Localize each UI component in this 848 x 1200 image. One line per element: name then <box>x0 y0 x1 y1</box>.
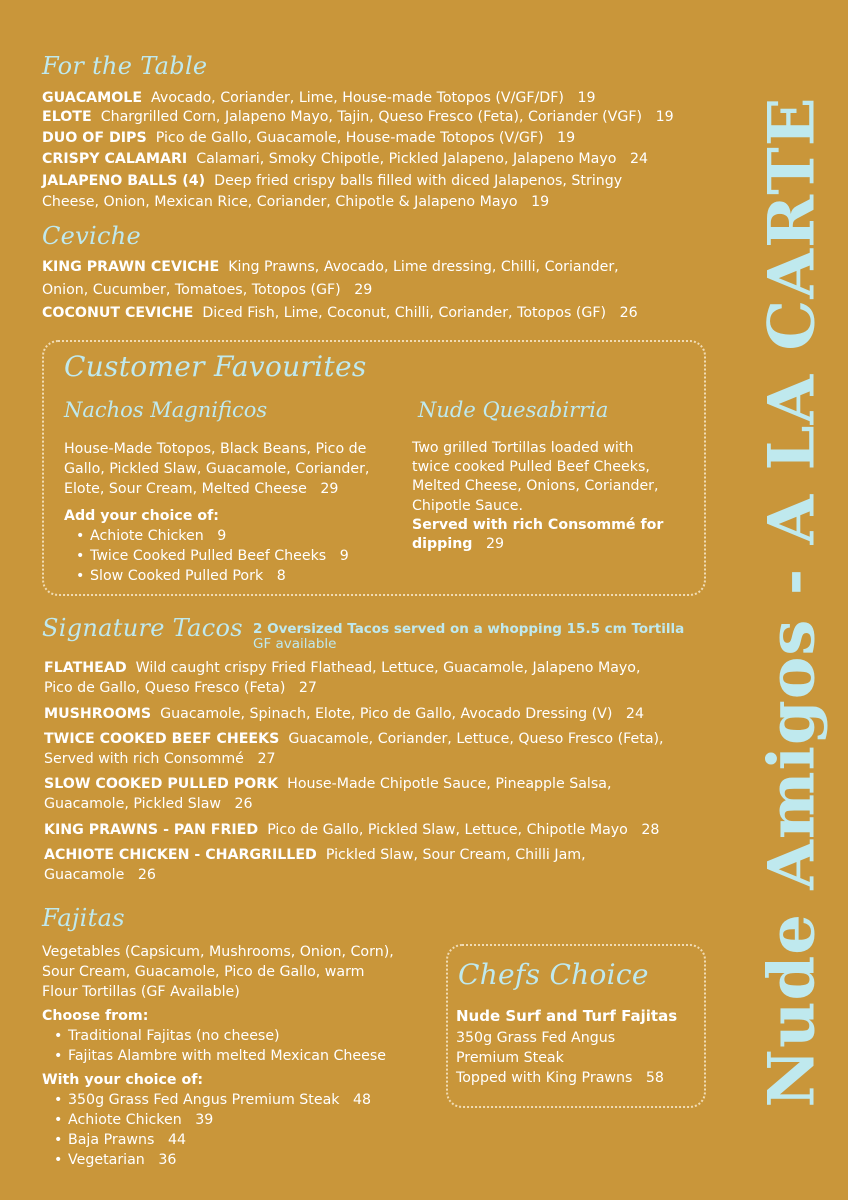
list-item: • Achiote Chicken 9 <box>64 526 369 546</box>
signature-tacos-heading: Signature Tacos <box>42 614 243 642</box>
fajitas-description: Vegetables (Capsicum, Mushrooms, Onion, Corn), Sour Cream, Guacamole, Pico de Gallo, warm Flour Tortillas (GF Available) Choose from: • Traditional Fajitas (no cheese) • Fajitas Alambre with melted Mexican Cheese With your choice of: • 350g Grass Fed Angus Premium Steak 48 • Achiote Chicken 39 • Baja Prawns 44 • Vegetarian 36 <box>42 942 394 1170</box>
fajitas-choose-list <box>42 1026 394 1066</box>
nachos-options <box>64 526 369 586</box>
side-title-text: Nude Amigos - A LA CARTE <box>754 96 830 1108</box>
tacos-subtitle: 2 Oversized Tacos served on a whopping 15.5 cm Tortilla <box>253 621 685 637</box>
menu-item-cont: Guacamole, Pickled Slaw 26 <box>44 796 253 812</box>
list-item: • Achiote Chicken 39 <box>42 1110 394 1130</box>
menu-item: DUO OF DIPS Pico de Gallo, Guacamole, House-made Totopos (V/GF) 19 <box>42 130 576 146</box>
nachos-title: Nachos Magnificos <box>64 398 268 422</box>
menu-item: FLATHEAD Wild caught crispy Fried Flathead, Lettuce, Guacamole, Jalapeno Mayo, <box>44 660 641 676</box>
menu-item: MUSHROOMS Guacamole, Spinach, Elote, Pico de Gallo, Avocado Dressing (V) 24 <box>44 706 644 722</box>
menu-item: CRISPY CALAMARI Calamari, Smoky Chipotle, Pickled Jalapeno, Jalapeno Mayo 24 <box>42 151 649 167</box>
side-title <box>742 62 842 1142</box>
list-item: • Vegetarian 36 <box>42 1150 394 1170</box>
menu-item: GUACAMOLE Avocado, Coriander, Lime, House-made Totopos (V/GF/DF) 19 <box>42 90 596 106</box>
menu-item: ACHIOTE CHICKEN - CHARGRILLED Pickled Slaw, Sour Cream, Chilli Jam, <box>44 847 586 863</box>
chefs-choice-description: Nude Surf and Turf Fajitas 350g Grass Fed Angus Premium Steak Topped with King Prawns 58 <box>456 1007 678 1086</box>
list-item: • Fajitas Alambre with melted Mexican Cheese <box>42 1046 394 1066</box>
chefs-choice-heading: Chefs Choice <box>458 958 649 991</box>
customer-favourites-heading: Customer Favourites <box>64 350 367 383</box>
menu-item: KING PRAWNS - PAN FRIED Pico de Gallo, Pickled Slaw, Lettuce, Chipotle Mayo 28 <box>44 822 660 838</box>
quesabirria-description: Two grilled Tortillas loaded with twice cooked Pulled Beef Cheeks, Melted Cheese, Onions, Coriander, Chipotle Sauce. Served with rich Consommé for dipping 29 <box>412 440 664 553</box>
list-item: • Baja Prawns 44 <box>42 1130 394 1150</box>
for-the-table-heading: For the Table <box>42 52 208 80</box>
nachos-description: House-Made Totopos, Black Beans, Pico de Gallo, Pickled Slaw, Guacamole, Coriander, Elote, Sour Cream, Melted Cheese 29 Add your choice of: • Achiote Chicken 9 • Twice Cooked Pulled Beef Cheeks 9 • Slow Cooked Pulled Pork 8 <box>64 439 369 586</box>
list-item: • 350g Grass Fed Angus Premium Steak 48 <box>42 1090 394 1110</box>
menu-item-cont: Pico de Gallo, Queso Fresco (Feta) 27 <box>44 680 317 696</box>
quesabirria-title: Nude Quesabirria <box>418 398 609 422</box>
ceviche-heading: Ceviche <box>42 222 142 250</box>
menu-item-cont: Served with rich Consommé 27 <box>44 751 276 767</box>
tacos-gf-note: GF available <box>253 636 337 652</box>
list-item: • Twice Cooked Pulled Beef Cheeks 9 <box>64 546 369 566</box>
fajitas-heading: Fajitas <box>42 904 125 932</box>
list-item: • Slow Cooked Pulled Pork 8 <box>64 566 369 586</box>
menu-item: JALAPENO BALLS (4) Deep fried crispy balls filled with diced Jalapenos, Stringy <box>42 173 623 189</box>
menu-item-cont: Guacamole 26 <box>44 867 156 883</box>
menu-item-cont: Cheese, Onion, Mexican Rice, Coriander, Chipotle & Jalapeno Mayo 19 <box>42 194 550 210</box>
menu-item: TWICE COOKED BEEF CHEEKS Guacamole, Coriander, Lettuce, Queso Fresco (Feta), <box>44 731 664 747</box>
menu-item: COCONUT CEVICHE Diced Fish, Lime, Coconut, Chilli, Coriander, Totopos (GF) 26 <box>42 305 638 321</box>
menu-item: SLOW COOKED PULLED PORK House-Made Chipotle Sauce, Pineapple Salsa, <box>44 776 612 792</box>
fajitas-with-list <box>42 1090 394 1170</box>
menu-item: ELOTE Chargrilled Corn, Jalapeno Mayo, Tajin, Queso Fresco (Feta), Coriander (VGF) 19 <box>42 109 674 125</box>
menu-item: KING PRAWN CEVICHE King Prawns, Avocado, Lime dressing, Chilli, Coriander, <box>42 259 619 275</box>
list-item: • Traditional Fajitas (no cheese) <box>42 1026 394 1046</box>
menu-item-cont: Onion, Cucumber, Tomatoes, Totopos (GF) 29 <box>42 282 373 298</box>
